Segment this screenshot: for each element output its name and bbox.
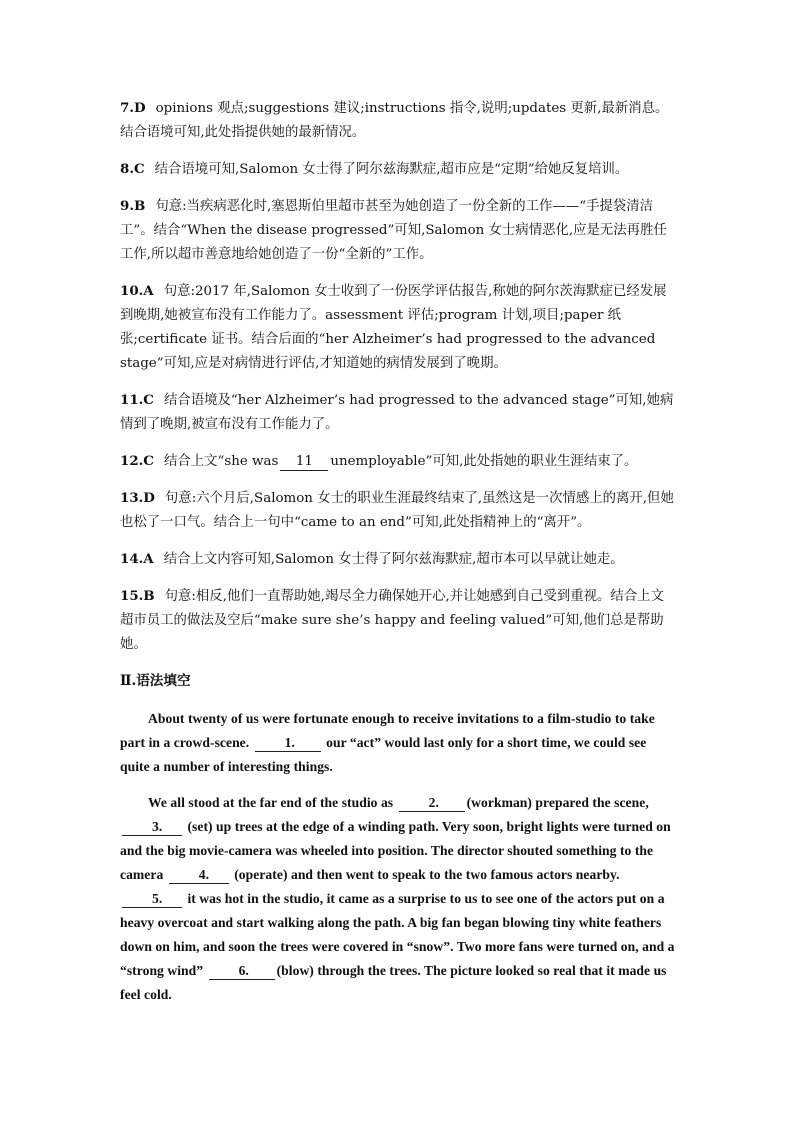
answer-explanation-start: 结合上文“she was bbox=[163, 454, 279, 469]
answer-10 bbox=[120, 279, 676, 376]
blank-5[interactable]: 5. bbox=[122, 891, 182, 908]
passage-text: (blow) through the trees. The picture looked so real that it made us feel cold. bbox=[120, 963, 667, 1002]
passage-text: We all stood at the far end of the studio as bbox=[148, 795, 394, 810]
answer-explanation: 结合上文内容可知,Salomon 女士得了阿尔兹海默症,超市本可以早就让她走。 bbox=[163, 552, 624, 567]
passage-text: About twenty of us were fortunate enough to receive invitations to a film-studio to take part in a crowd-scene. bbox=[120, 711, 655, 750]
answer-number: 7.D bbox=[120, 100, 146, 116]
answer-number: 15.B bbox=[120, 588, 155, 604]
answer-11 bbox=[120, 388, 676, 437]
blank-2[interactable]: 2. bbox=[399, 795, 465, 812]
answer-explanation: 句意:2017 年,Salomon 女士收到了一份医学评估报告,称她的阿尔茨海默症已经发展到晚期,她被宣布没有工作能力了。assessment 评估;program 计划,项目;paper 纸张;certificate 证书。结合后面的“her Alzheimer’s had progressed to the advanced stage”可知,应是对病情进行评估,才知道她的病情发展到了晚期。 bbox=[120, 284, 667, 371]
answer-explanation: 句意:六个月后,Salomon 女士的职业生涯最终结束了,虽然这是一次情感上的离开,但她也松了一口气。结合上一句中“came to an end”可知,此处指精神上的“离开”。 bbox=[120, 491, 674, 530]
passage-text: our “act” would last only for a short time, we could see quite a number of interesting things. bbox=[120, 735, 647, 774]
answer-number: 11.C bbox=[120, 392, 154, 408]
answer-explanation: 结合语境可知,Salomon 女士得了阿尔兹海默症,超市应是“定期”给她反复培训。 bbox=[154, 162, 629, 177]
answer-number: 13.D bbox=[120, 490, 155, 506]
passage-text: it was hot in the studio, it came as a surprise to us to see one of the actors put on a heavy overcoat and start walking along the path. A big fan began blowing tiny white feathers down on him, and soon the trees were covered in “snow”. Two more fans were turned on, and a “strong wind” bbox=[120, 891, 675, 978]
answer-12 bbox=[120, 449, 676, 474]
answer-number: 10.A bbox=[120, 283, 154, 299]
blank-6[interactable]: 6. bbox=[209, 963, 275, 980]
answer-number: 14.A bbox=[120, 551, 154, 567]
answer-14 bbox=[120, 547, 676, 572]
answer-15 bbox=[120, 584, 676, 657]
answer-number: 12.C bbox=[120, 453, 154, 469]
answer-explanation: 结合语境及“her Alzheimer’s had progressed to the advanced stage”可知,她病情到了晚期,被宣布没有工作能力了。 bbox=[120, 393, 674, 432]
answer-explanation: 句意:当疾病恶化时,塞恩斯伯里超市甚至为她创造了一份全新的工作——“手提袋清洁工”。结合“When the disease progressed”可知,Salomon 女士病情恶化,应是无法再胜任工作,所以超市善意地给她创造了一份“全新的”工作。 bbox=[120, 199, 667, 262]
blank-4[interactable]: 4. bbox=[169, 867, 229, 884]
blank-3[interactable]: 3. bbox=[122, 819, 182, 836]
blank-reference: 11 bbox=[280, 454, 328, 471]
answer-explanation: 句意:相反,他们一直帮助她,竭尽全力确保她开心,并让她感到自己受到重视。结合上文超市员工的做法及空后“make sure she’s happy and feeling valued”可知,他们总是帮助她。 bbox=[120, 589, 664, 652]
document-page bbox=[120, 96, 676, 1019]
answer-7 bbox=[120, 96, 676, 145]
passage-text: (workman) prepared the scene, bbox=[466, 795, 649, 810]
answer-13 bbox=[120, 486, 676, 535]
passage-text: (set) up trees at the edge of a winding path. Very soon, bright lights were turned on and the big movie-camera was wheeled into position. The director shouted something to the camera bbox=[120, 819, 671, 882]
passage-paragraph-2 bbox=[120, 791, 676, 1007]
section-title: Ⅱ.语法填空 bbox=[120, 673, 191, 689]
answer-9 bbox=[120, 194, 676, 267]
answer-8 bbox=[120, 157, 676, 182]
passage-paragraph-1 bbox=[120, 707, 676, 779]
passage-text: (operate) and then went to speak to the two famous actors nearby. bbox=[234, 867, 620, 882]
answer-explanation-end: unemployable”可知,此处指她的职业生涯结束了。 bbox=[330, 454, 638, 469]
answer-explanation: opinions 观点;suggestions 建议;instructions 指令,说明;updates 更新,最新消息。结合语境可知,此处指提供她的最新情况。 bbox=[120, 101, 669, 140]
blank-1[interactable]: 1. bbox=[255, 735, 321, 752]
answer-number: 8.C bbox=[120, 161, 145, 177]
answer-number: 9.B bbox=[120, 198, 146, 214]
